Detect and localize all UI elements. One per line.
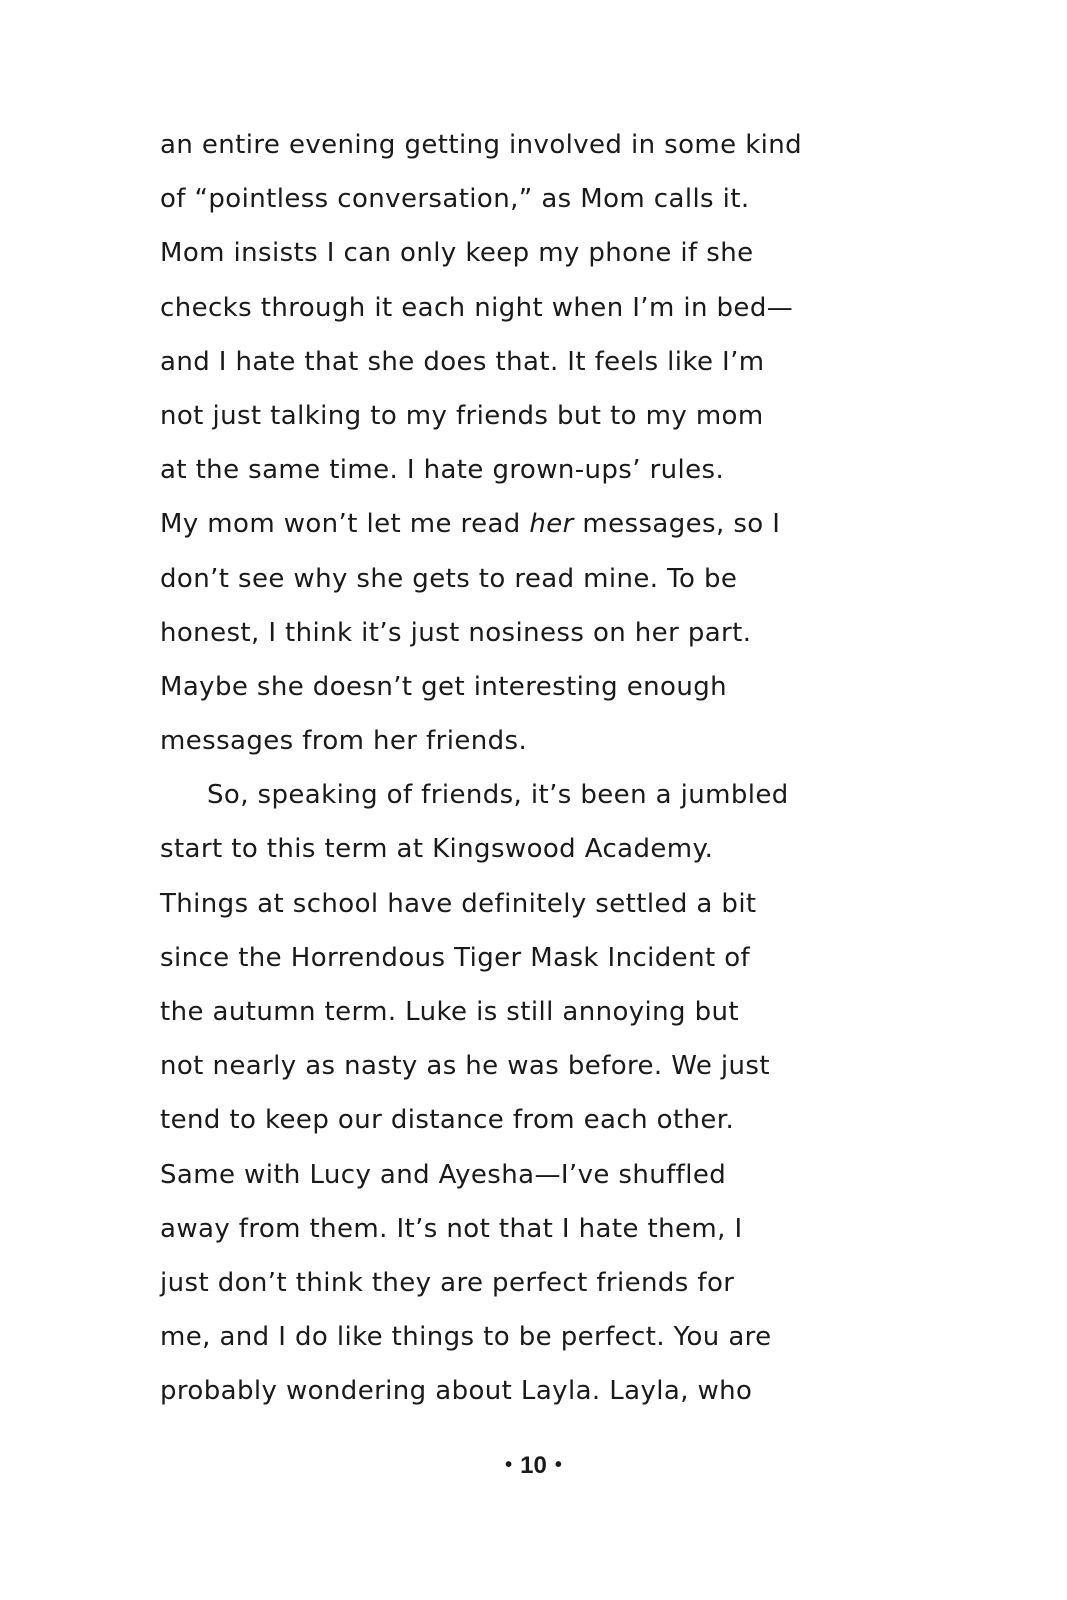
text-line: don’t see why she gets to read mine. To be — [160, 563, 738, 594]
text-line: me, and I do like things to be perfect. You are — [160, 1322, 772, 1353]
text-line: tend to keep our distance from each other. — [160, 1105, 735, 1136]
text-line: probably wondering about Layla. Layla, who — [160, 1376, 753, 1407]
body-text — [160, 118, 920, 1419]
text-line: honest, I think it’s just nosiness on her part. — [160, 617, 752, 648]
text-segment: My mom won’t let me read — [160, 509, 530, 540]
text-line: at the same time. I hate grown-ups’ rules. — [160, 455, 725, 486]
folio-bullet-left: • — [505, 1454, 513, 1476]
text-line: Things at school have definitely settled a bit — [160, 888, 757, 919]
text-line: and I hate that she does that. It feels like I’m — [160, 346, 765, 377]
text-line: Maybe she doesn’t get interesting enough — [160, 671, 727, 702]
text-line: Same with Lucy and Ayesha—I’ve shuffled — [160, 1159, 727, 1190]
paragraph-start-line: So, speaking of friends, it’s been a jumbled — [207, 780, 789, 811]
text-line: of “pointless conversation,” as Mom calls it. — [160, 184, 750, 215]
text-line: not just talking to my friends but to my mom — [160, 400, 764, 431]
text-line: Mom insists I can only keep my phone if she — [160, 238, 754, 269]
page-number-value: 10 — [520, 1452, 547, 1479]
text-line: not nearly as nasty as he was before. We just — [160, 1051, 770, 1082]
text-line: the autumn term. Luke is still annoying but — [160, 997, 740, 1027]
text-line: just don’t think they are perfect friends for — [160, 1267, 735, 1298]
text-line: since the Horrendous Tiger Mask Incident of — [160, 942, 751, 973]
text-line: start to this term at Kingswood Academy. — [160, 834, 714, 865]
text-line: away from them. It’s not that I hate them, I — [160, 1213, 743, 1244]
text-line: an entire evening getting involved in some kind — [160, 130, 803, 160]
text-line: messages from her friends. — [160, 726, 528, 757]
emphasized-word: her — [529, 509, 574, 540]
text-line-with-emphasis — [160, 497, 920, 551]
folio-bullet-right: • — [554, 1454, 562, 1476]
page-number — [0, 1452, 1067, 1480]
text-segment: messages, so I — [573, 509, 781, 540]
text-line: checks through it each night when I’m in bed— — [160, 292, 794, 323]
